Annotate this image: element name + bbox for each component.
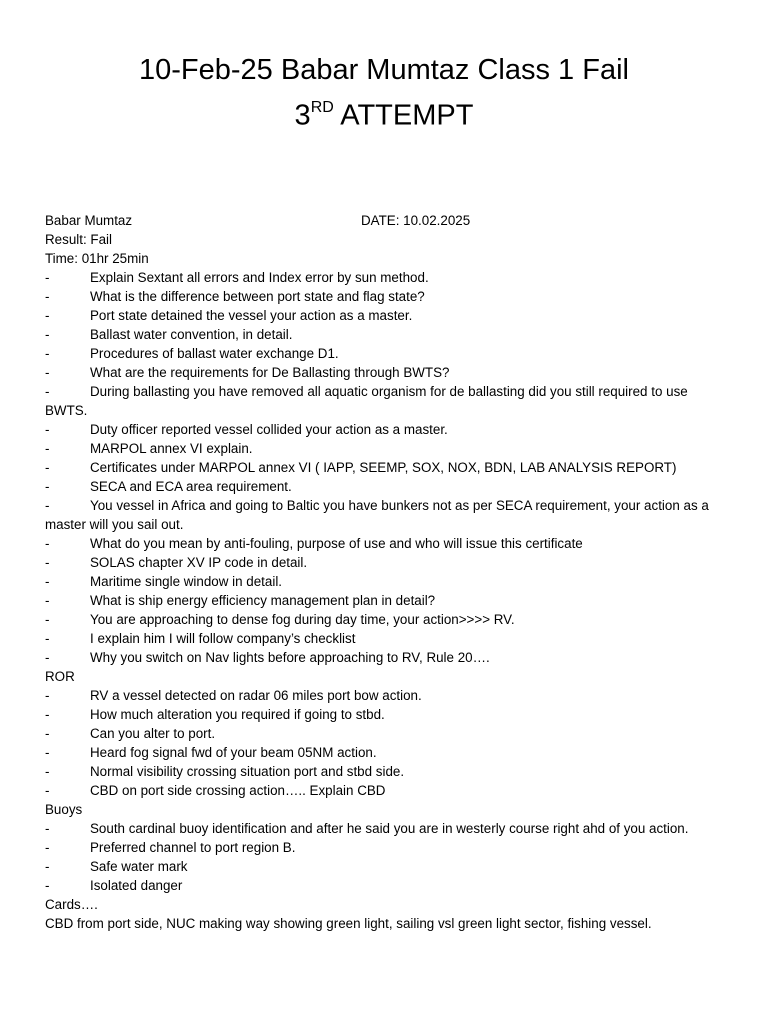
- item-text: Explain Sextant all errors and Index error by sun method.: [90, 270, 429, 285]
- bullet: -: [45, 745, 50, 760]
- attempt-label: ATTEMPT: [333, 99, 474, 132]
- list-item: [45, 819, 725, 838]
- list-item: [45, 610, 725, 629]
- list-item: [45, 762, 725, 781]
- item-text: Preferred channel to port region B.: [90, 840, 296, 855]
- bullet: -: [45, 270, 50, 285]
- exam-date: DATE: 10.02.2025: [361, 213, 471, 228]
- attempt-ordinal-suffix: RD: [310, 99, 334, 116]
- bullet: -: [45, 631, 50, 646]
- item-text: Isolated danger: [90, 878, 183, 893]
- bullet: -: [45, 574, 50, 589]
- list-item: [45, 363, 725, 382]
- item-text: RV a vessel detected on radar 06 miles port bow action.: [90, 688, 422, 703]
- cards-text: CBD from port side, NUC making way showing green light, sailing vsl green light sector, fishing vessel.: [45, 916, 652, 931]
- bullet: -: [45, 555, 50, 570]
- bullet: -: [45, 707, 50, 722]
- list-item: [45, 686, 725, 705]
- bullet: -: [45, 422, 50, 437]
- bullet: -: [45, 384, 50, 399]
- list-item: [45, 325, 725, 344]
- cards-heading: Cards….: [45, 897, 98, 912]
- list-item: [45, 439, 725, 458]
- item-text: Normal visibility crossing situation port and stbd side.: [90, 764, 405, 779]
- bullet: -: [45, 289, 50, 304]
- bullet: -: [45, 650, 50, 665]
- list-item: [45, 496, 725, 515]
- list-item: [45, 648, 725, 667]
- bullet: -: [45, 441, 50, 456]
- bullet: -: [45, 859, 50, 874]
- item-text: Safe water mark: [90, 859, 188, 874]
- item-text: SECA and ECA area requirement.: [90, 479, 292, 494]
- bullet: -: [45, 688, 50, 703]
- candidate-name: Babar Mumtaz: [45, 213, 133, 228]
- document-subtitle: [0, 92, 768, 134]
- bullet: -: [45, 327, 50, 342]
- bullet: -: [45, 365, 50, 380]
- list-item: [45, 268, 725, 287]
- list-item: [45, 724, 725, 743]
- bullet: -: [45, 593, 50, 608]
- item-text: SOLAS chapter XV IP code in detail.: [90, 555, 308, 570]
- item-text: What are the requirements for De Ballasting through BWTS?: [90, 365, 450, 380]
- item-text: Port state detained the vessel your action as a master.: [90, 308, 413, 323]
- item-text: You vessel in Africa and going to Baltic you have bunkers not as per SECA requirement, your action as a: [90, 498, 709, 513]
- list-item: [45, 591, 725, 610]
- list-item: [45, 287, 725, 306]
- list-item: [45, 420, 725, 439]
- item-text: You are approaching to dense fog during day time, your action>>>> RV.: [90, 612, 515, 627]
- bullet: -: [45, 726, 50, 741]
- item-text: Certificates under MARPOL annex VI ( IAPP, SEEMP, SOX, NOX, BDN, LAB ANALYSIS REPORT): [90, 460, 677, 475]
- questions-list: [45, 268, 725, 667]
- ror-heading: ROR: [45, 669, 75, 684]
- item-text: CBD on port side crossing action….. Explain CBD: [90, 783, 386, 798]
- bullet: -: [45, 498, 50, 513]
- list-item: [45, 534, 725, 553]
- item-text: What is ship energy efficiency management plan in detail?: [90, 593, 436, 608]
- item-text: During ballasting you have removed all aquatic organism for de ballasting did you still required to use: [90, 384, 688, 399]
- item-text: MARPOL annex VI explain.: [90, 441, 253, 456]
- item-text: How much alteration you required if going to stbd.: [90, 707, 385, 722]
- list-item: [45, 553, 725, 572]
- bullet: -: [45, 479, 50, 494]
- bullet: -: [45, 878, 50, 893]
- result-line: Result: Fail: [45, 232, 112, 247]
- list-item: [45, 838, 725, 857]
- item-continuation: BWTS.: [45, 403, 88, 418]
- list-item: [45, 477, 725, 496]
- bullet: -: [45, 821, 50, 836]
- item-text: I explain him I will follow company’s checklist: [90, 631, 356, 646]
- item-text: Procedures of ballast water exchange D1.: [90, 346, 339, 361]
- buoys-list: [45, 819, 725, 895]
- item-text: Heard fog signal fwd of your beam 05NM action.: [90, 745, 377, 760]
- document-body: [45, 211, 725, 933]
- list-item: [45, 781, 725, 800]
- header-row: [45, 211, 725, 230]
- list-item: [45, 629, 725, 648]
- list-item: [45, 572, 725, 591]
- list-item: [45, 306, 725, 325]
- item-text: Ballast water convention, in detail.: [90, 327, 293, 342]
- document-title: 10-Feb-25 Babar Mumtaz Class 1 Fail: [139, 54, 629, 86]
- list-item: [45, 344, 725, 363]
- bullet: -: [45, 764, 50, 779]
- list-item: [45, 876, 725, 895]
- bullet: -: [45, 536, 50, 551]
- item-text: What is the difference between port state and flag state?: [90, 289, 425, 304]
- bullet: -: [45, 346, 50, 361]
- attempt-number: 3: [294, 99, 311, 132]
- item-text: South cardinal buoy identification and after he said you are in westerly course right ahd of you action.: [90, 821, 689, 836]
- list-item: [45, 743, 725, 762]
- bullet: -: [45, 460, 50, 475]
- list-item: [45, 857, 725, 876]
- bullet: -: [45, 612, 50, 627]
- list-item: [45, 458, 725, 477]
- item-continuation: master will you sail out.: [45, 517, 184, 532]
- list-item: [45, 382, 725, 401]
- buoys-heading: Buoys: [45, 802, 83, 817]
- item-text: Duty officer reported vessel collided your action as a master.: [90, 422, 448, 437]
- ror-list: [45, 686, 725, 800]
- bullet: -: [45, 783, 50, 798]
- item-text: Can you alter to port.: [90, 726, 216, 741]
- item-text: What do you mean by anti-fouling, purpose of use and who will issue this certificate: [90, 536, 583, 551]
- item-text: Maritime single window in detail.: [90, 574, 283, 589]
- bullet: -: [45, 840, 50, 855]
- item-text: Why you switch on Nav lights before approaching to RV, Rule 20….: [90, 650, 490, 665]
- list-item: [45, 705, 725, 724]
- bullet: -: [45, 308, 50, 323]
- time-line: Time: 01hr 25min: [45, 251, 149, 266]
